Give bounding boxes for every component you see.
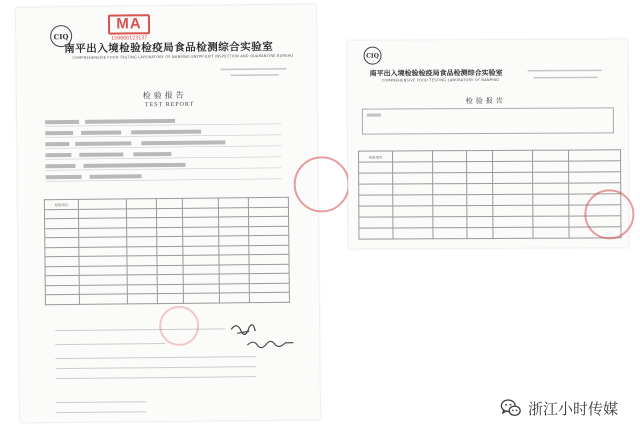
approver-line <box>55 338 165 345</box>
official-stamp <box>159 306 199 346</box>
report-title: 检验报告 <box>465 96 506 106</box>
lab-name-en: COMPREHENSIVE FOOD TESTING LABORATORY OF NANPING ENTRY-EXIT INSPECTION AND QUARANTINE BUREAU <box>72 53 294 60</box>
lab-name-en: COMPREHENSIVE FOOD TESTING LABORATORY OF NANPING <box>381 77 500 83</box>
table-row <box>359 227 621 239</box>
test-results-table <box>44 197 290 305</box>
report-title-en: TEST REPORT <box>144 101 195 109</box>
official-stamp <box>584 189 634 239</box>
ciq-logo: CIQ <box>363 47 381 65</box>
signature-image <box>227 319 297 354</box>
lab-name: 南平出入境检验检疫局食品检测综合实验室 <box>64 40 274 56</box>
cma-mark-logo: MA <box>108 14 150 34</box>
wechat-account-watermark <box>500 396 618 420</box>
cma-certification-mark <box>108 14 150 41</box>
cma-number: 150000123137 <box>111 35 148 42</box>
official-stamp <box>293 156 350 213</box>
test-report-page-2 <box>347 39 628 248</box>
test-item-header: 检验项目 <box>44 199 78 209</box>
ciq-logo: CIQ <box>50 25 72 47</box>
watermark-text: 浙江小时传媒 <box>528 399 619 418</box>
remarks-line <box>55 323 225 331</box>
phone-line <box>56 406 146 413</box>
address-line <box>56 396 146 403</box>
table-row <box>45 292 289 304</box>
report-number-line <box>220 65 290 79</box>
test-item-header: 检验项目 <box>359 151 393 162</box>
test-report-page-1 <box>16 4 320 422</box>
report-number-line <box>528 67 608 82</box>
lab-name: 南平出入境检验检疫局食品检测综合实验室 <box>369 67 503 78</box>
statement-line <box>56 361 256 369</box>
remarks-box <box>362 107 614 134</box>
wechat-icon <box>500 397 522 419</box>
report-title: 检验报告 <box>142 90 187 101</box>
statement-line <box>55 351 255 359</box>
statement-line <box>56 371 256 379</box>
test-results-table <box>358 149 621 239</box>
sample-info-block <box>45 115 286 198</box>
